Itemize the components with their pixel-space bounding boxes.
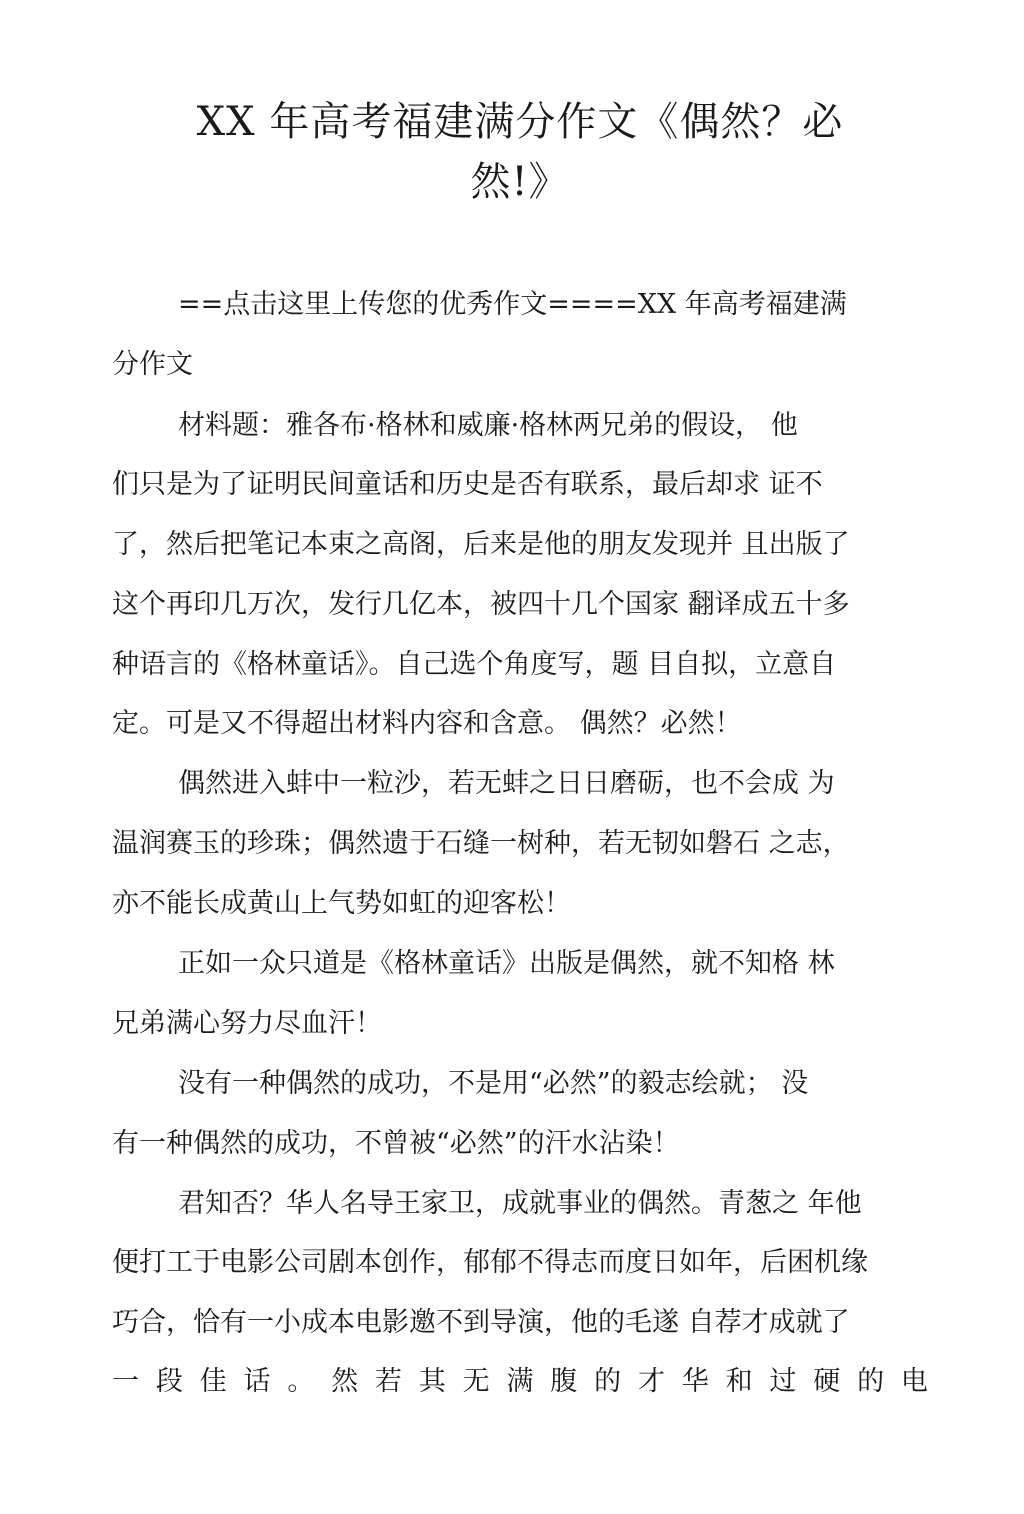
title-line-1: XX 年高考福建满分作文《偶然？必 xyxy=(196,99,844,145)
body-line: 们只是为了证明民间童话和历史是否有联系，最后却求 证不 xyxy=(112,469,823,500)
body-char: 硬 xyxy=(813,1366,841,1397)
body-char: 其 xyxy=(418,1366,446,1397)
body-line: 温润赛玉的珍珠；偶然遗于石缝一树种，若无韧如磐石 之志， xyxy=(112,828,850,859)
body-line: 这个再印几万次，发行几亿本，被四十几个国家 翻译成五十多 xyxy=(112,589,850,620)
body-line: 没有一种偶然的成功，不是用“必然”的毅志绘就； 没 xyxy=(178,1068,809,1099)
body-char: 若 xyxy=(374,1366,402,1397)
body-line: 种语言的《格林童话》。自己选个角度写，题 目自拟，立意自 xyxy=(112,649,837,680)
body-line: 定。可是又不得超出材料内容和含意。 偶然？必然！ xyxy=(112,708,742,739)
body-line: 分作文 xyxy=(112,349,193,380)
body-char: 电 xyxy=(900,1366,928,1397)
body-char: 话 xyxy=(243,1366,271,1397)
body-line: 偶然进入蚌中一粒沙，若无蚌之日日磨砺，也不会成 为 xyxy=(178,768,835,799)
body-char: 腹 xyxy=(550,1366,578,1397)
body-char: 段 xyxy=(155,1366,183,1397)
body-char: 过 xyxy=(769,1366,797,1397)
document-title xyxy=(112,92,928,212)
body-char: 的 xyxy=(857,1366,885,1397)
title-line-2: 然!》 xyxy=(470,159,570,205)
body-char: 华 xyxy=(681,1366,709,1397)
body-char: 佳 xyxy=(199,1366,227,1397)
body-line: 有一种偶然的成功，不曾被“必然”的汗水沾染！ xyxy=(112,1128,680,1159)
body-line: 兄弟满心努力尽血汗！ xyxy=(112,1008,382,1039)
body-line: ==点击这里上传您的优秀作文====XX 年高考福建满 xyxy=(178,289,847,320)
body-line: 了，然后把笔记本束之高阁，后来是他的朋友发现并 且出版了 xyxy=(112,529,850,560)
body-line: 巧合，恰有一小成本电影邀不到导演，他的毛遂 自荐才成就了 xyxy=(112,1307,850,1338)
body-char: 。 xyxy=(287,1366,315,1397)
body-line: 正如一众只道是《格林童话》出版是偶然，就不知格 林 xyxy=(178,948,835,979)
body-line-spread xyxy=(112,1362,928,1402)
body-line: 君知否？华人名导王家卫，成就事业的偶然。青葱之 年他 xyxy=(178,1188,862,1219)
body-char: 一 xyxy=(112,1366,139,1397)
body-line: 材料题：雅各布·格林和威廉·格林两兄弟的假设， 他 xyxy=(178,410,798,441)
body-line: 亦不能长成黄山上气势如虹的迎客松！ xyxy=(112,888,571,919)
body-char: 的 xyxy=(594,1366,622,1397)
body-line: 便打工于电影公司剧本创作，郁郁不得志而度日如年，后困机缘 xyxy=(112,1247,868,1278)
body-char: 满 xyxy=(506,1366,534,1397)
body-char: 和 xyxy=(725,1366,753,1397)
body-char: 无 xyxy=(462,1366,490,1397)
body-char: 才 xyxy=(637,1366,665,1397)
body-char: 然 xyxy=(331,1366,359,1397)
